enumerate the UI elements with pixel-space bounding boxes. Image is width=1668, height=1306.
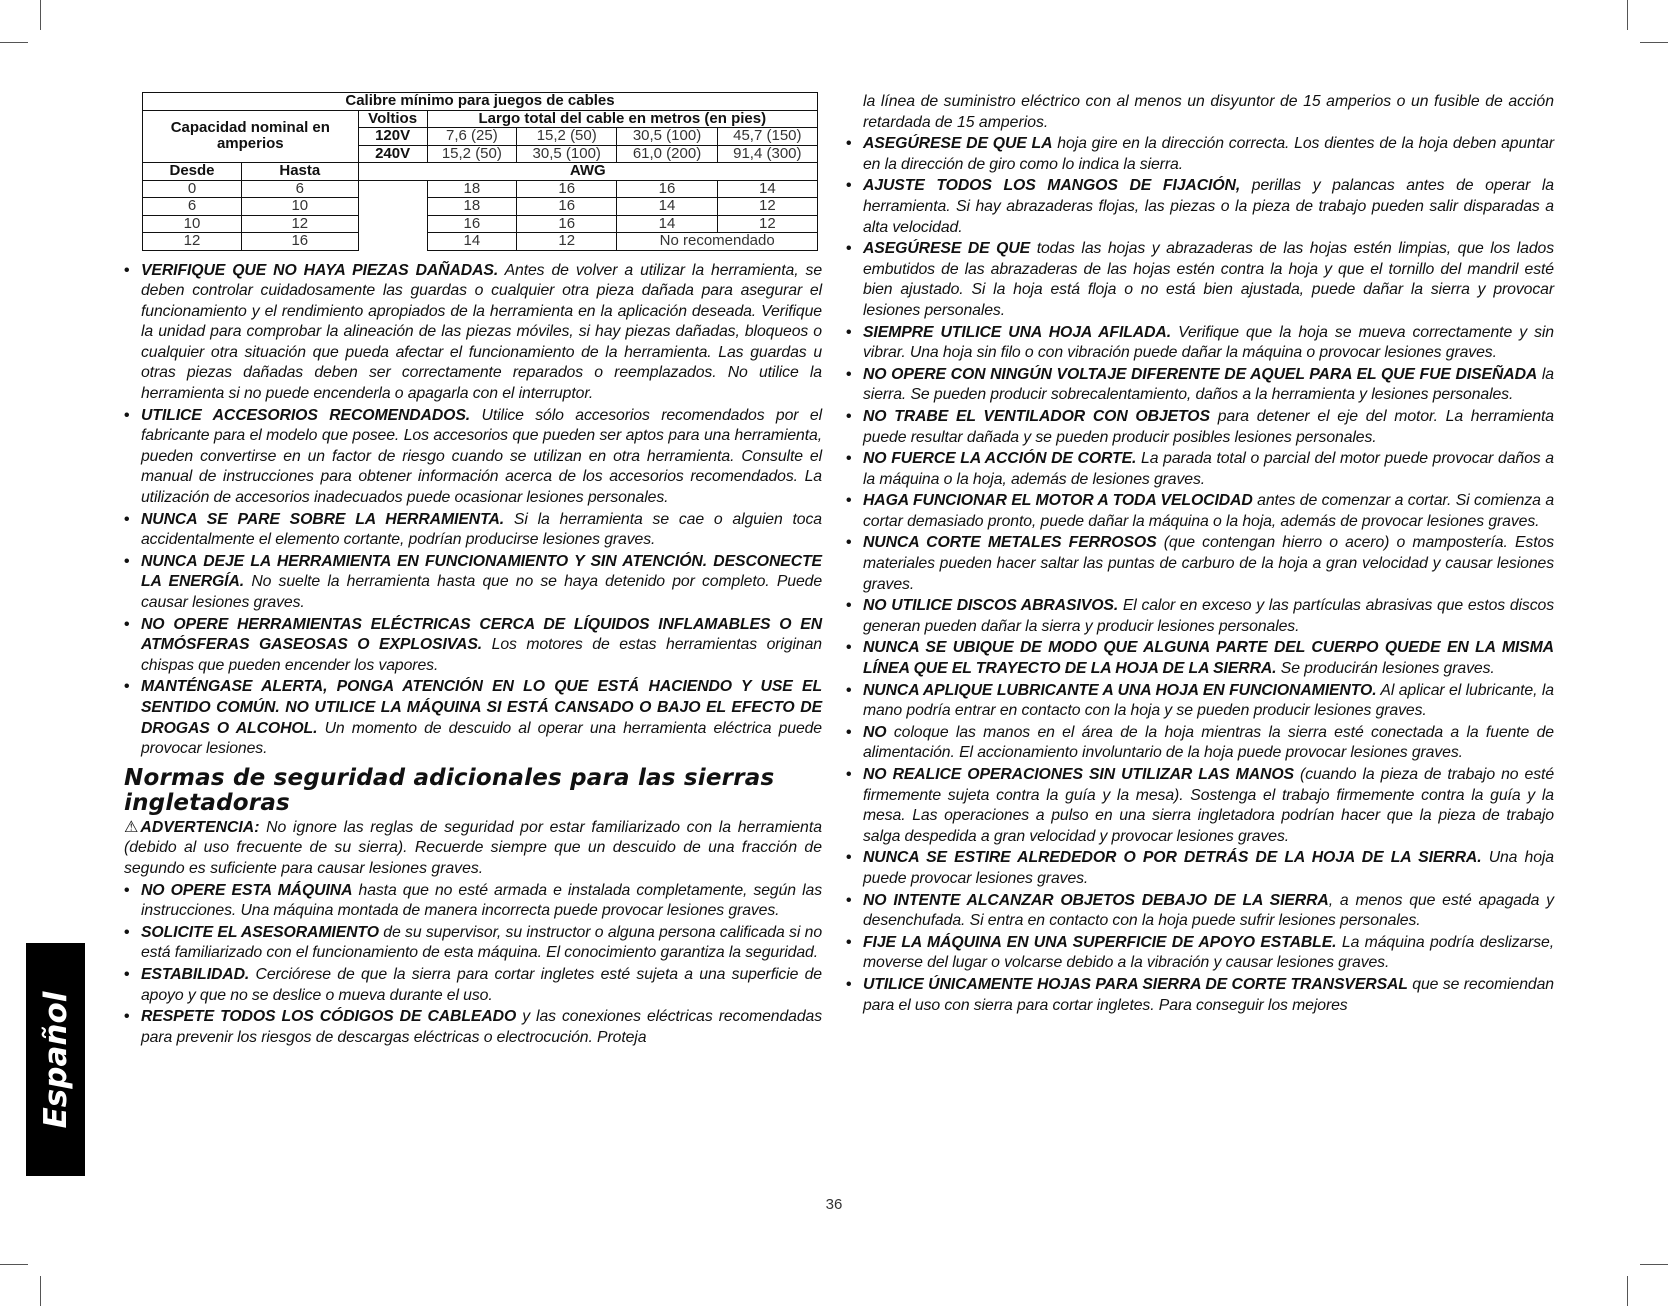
list-item: [846, 365, 1554, 406]
list-item: [124, 923, 822, 964]
item-lead: NO UTILICE DISCOS ABRASIVOS.: [863, 597, 1119, 615]
bullet-icon: •: [124, 510, 130, 528]
item-text: Los motores de estas herramientas originan chispas que pueden encender los vapores.: [141, 636, 822, 674]
list-item: [846, 723, 1554, 764]
item-lead: MANTÉNGASE ALERTA, PONGA ATENCIÓN EN LO QUE ESTÁ HACIENDO Y USE EL SENTIDO COMÚN. NO UTILICE LA MÁQUINA SI ESTÁ CANSADO O BAJO EL EFECTO DE DROGAS O ALCOHOL.: [141, 678, 822, 737]
desde-cell: 10: [143, 215, 242, 233]
crop-mark: [1627, 1276, 1628, 1306]
safety-list-additional: [124, 881, 822, 1049]
item-text: Si la herramienta se cae o alguien toca accidentalmente el elemento cortante, podrían producirse lesiones graves.: [141, 510, 822, 549]
bullet-icon: •: [846, 766, 852, 783]
bullet-icon: •: [124, 965, 130, 983]
item-lead: NO INTENTE ALCANZAR OBJETOS DEBAJO DE LA SIERRA: [863, 891, 1329, 909]
continued-paragraph: la línea de suministro eléctrico con al menos un disyuntor de 15 amperios o un fusible de acción retardada de 15 amperios.: [863, 93, 1554, 131]
bullet-icon: •: [124, 615, 130, 633]
blank-cell: [358, 180, 427, 250]
bullet-icon: •: [124, 678, 130, 696]
awg-cell: 14: [617, 198, 717, 216]
language-side-tab: [26, 943, 85, 1176]
warning-text: No ignore las reglas de seguridad por estar familiarizado con la herramienta (debido al uso frecuente de su sierra). Recuerde siempre que un descuido de una fracción de segundo es suficiente para causar lesiones graves.: [124, 818, 822, 877]
awg-cell: 16: [517, 215, 617, 233]
table-row: [143, 233, 818, 251]
bullet-icon: •: [846, 723, 852, 741]
list-item: [124, 881, 822, 922]
desde-cell: 12: [143, 233, 242, 251]
hasta-header: Hasta: [242, 163, 359, 181]
bullet-icon: •: [846, 891, 852, 909]
item-lead: SIEMPRE UTILICE UNA HOJA AFILADA.: [863, 323, 1172, 341]
list-item: [124, 1007, 822, 1048]
hasta-cell: 10: [242, 198, 359, 216]
list-item: [846, 765, 1554, 847]
bullet-icon: •: [124, 1008, 130, 1026]
awg-cell: 14: [427, 233, 516, 251]
item-lead: UTILICE ÚNICAMENTE HOJAS PARA SIERRA DE CORTE TRANSVERSAL: [863, 975, 1408, 993]
capacity-header: Capacidad nominal en amperios: [143, 110, 359, 163]
item-lead: ASEGÚRESE DE QUE: [863, 240, 1031, 258]
table-row: [143, 215, 818, 233]
list-item: [846, 134, 1554, 175]
item-text: No suelte la herramienta hasta que no se haya detenido por completo. Puede causar lesiones graves.: [141, 573, 823, 611]
item-text: perillas y palancas antes de operar la herramienta. Si hay abrazaderas flojas, las piezas o la pieza de trabajo pueden salir disparadas a alta velocidad.: [863, 177, 1554, 236]
crop-mark: [0, 42, 28, 43]
length-cell: 15,2 (50): [427, 145, 516, 163]
list-item: [846, 975, 1554, 1016]
item-lead: NUNCA SE ESTIRE ALREDEDOR O POR DETRÁS DE LA HOJA DE LA SIERRA.: [863, 849, 1482, 867]
item-text: coloque las manos en el área de la hoja mientras la sierra esté conectada a la fuente de alimentación. El accionamiento involuntario de la hoja puede provocar lesiones graves.: [863, 723, 1554, 762]
bullet-icon: •: [846, 407, 852, 425]
item-lead: VERIFIQUE QUE NO HAYA PIEZAS DAÑADAS.: [141, 261, 499, 279]
voltage-240: 240V: [358, 145, 427, 163]
item-text: El calor en exceso y las partículas abrasivas que estos discos generan pueden dañar la sierra y producir lesiones personales.: [863, 597, 1554, 635]
list-item: [124, 552, 822, 614]
awg-cell: 14: [717, 180, 817, 198]
item-lead: NUNCA APLIQUE LUBRICANTE A UNA HOJA EN FUNCIONAMIENTO.: [863, 681, 1377, 699]
item-lead: UTILICE ACCESORIOS RECOMENDADOS.: [141, 406, 471, 424]
awg-cell: 16: [517, 180, 617, 198]
bullet-icon: •: [846, 639, 852, 657]
awg-cell: 14: [617, 215, 717, 233]
item-lead: NO: [863, 723, 887, 741]
warning-label: ADVERTENCIA:: [140, 818, 260, 836]
item-text: hasta que no esté armada e instalada completamente, según las instrucciones. Una máquina montada de manera incorrecta puede provocar lesiones graves.: [141, 881, 822, 920]
list-item: [846, 176, 1554, 238]
bullet-icon: •: [846, 933, 852, 951]
item-lead: NO FUERCE LA ACCIÓN DE CORTE.: [863, 450, 1137, 468]
bullet-icon: •: [846, 492, 852, 510]
length-cell: 7,6 (25): [427, 128, 516, 146]
awg-cell: 18: [427, 198, 516, 216]
awg-cell: 16: [617, 180, 717, 198]
list-item: [846, 239, 1554, 321]
length-cell: 15,2 (50): [517, 128, 617, 146]
voltios-header: Voltios: [358, 110, 427, 128]
item-lead: NUNCA DEJE LA HERRAMIENTA EN FUNCIONAMIENTO Y SIN ATENCIÓN. DESCONECTE LA ENERGÍA.: [141, 552, 822, 591]
bullet-icon: •: [846, 365, 852, 383]
list-item: [124, 677, 822, 759]
item-text: hoja gire en la dirección correcta. Los dientes de la hoja deben apuntar en la dirección de giro como lo indica la sierra.: [863, 135, 1554, 173]
page-number: 36: [825, 1196, 843, 1213]
table-title: Calibre mínimo para juegos de cables: [143, 93, 818, 111]
item-lead: NUNCA SE UBIQUE DE MODO QUE ALGUNA PARTE DEL CUERPO QUEDE EN LA MISMA LÍNEA QUE EL TRAYECTO DE LA HOJA DE LA SIERRA.: [863, 639, 1554, 678]
warning-icon: ⚠: [124, 818, 141, 836]
bullet-icon: •: [846, 534, 852, 552]
left-column: [124, 92, 822, 1049]
item-lead: NO OPERE HERRAMIENTAS ELÉCTRICAS CERCA DE LÍQUIDOS INFLAMABLES O EN ATMÓSFERAS GASEOSAS O EXPLOSIVAS.: [141, 615, 822, 654]
bullet-icon: •: [846, 240, 852, 258]
item-lead: ESTABILIDAD.: [141, 965, 250, 983]
item-text: Antes de volver a utilizar la herramienta, se deben controlar cuidadosamente las guardas o cualquier otra pieza dañada para asegurar el funcionamiento y el rendimiento apropiados de la herramienta en la aplicación deseada. Verifique la unidad para comprobar la alineación de las piezas móviles, si hay piezas dañadas, bloqueos o cualquier otra situación que pueda afectar el funcionamiento de la herramienta. Las guardas u otras piezas dañadas deben ser correctamente reparados o reemplazados. No utilice la herramienta si no puede encenderla o apagarla con el interruptor.: [141, 261, 822, 403]
crop-mark: [1627, 0, 1628, 30]
bullet-icon: •: [124, 261, 130, 279]
section-heading: Normas de seguridad adicionales para las sierras ingletadoras: [124, 764, 775, 816]
item-lead: NO OPERE ESTA MÁQUINA: [141, 881, 353, 899]
desde-cell: 0: [143, 180, 242, 198]
item-text: (cuando la pieza de trabajo no esté firmemente sujeta contra la guía y la mesa). Sostenga el trabajo firmemente contra la guía y la mesa. Las operaciones a pulso en una sierra ingletadora podrían hacer que la pieza de trabajo salga despedida a gran velocidad y provocar lesiones graves.: [863, 766, 1554, 845]
safety-list: [124, 261, 822, 760]
bullet-icon: •: [124, 923, 130, 941]
item-text: La parada total o parcial del motor puede provocar daños a la máquina o la hoja, además de lesiones graves.: [863, 450, 1554, 488]
bullet-icon: •: [846, 597, 852, 615]
item-text: para detener el eje del motor. La herramienta puede resultar dañada y se pueden producir posibles lesiones personales.: [863, 407, 1554, 446]
bullet-icon: •: [124, 881, 130, 899]
item-lead: NUNCA CORTE METALES FERROSOS: [863, 534, 1157, 552]
item-text: Verifique que la hoja se mueva correctamente y sin vibrar. Una hoja sin filo o con vibración puede dañar la máquina o provocar lesiones graves.: [863, 323, 1554, 362]
item-text: La máquina podría deslizarse, moverse del lugar o volcarse debido a la vibración y causar lesiones graves.: [863, 933, 1554, 972]
list-item: [124, 615, 822, 677]
list-item: [846, 596, 1554, 637]
hasta-cell: 16: [242, 233, 359, 251]
item-text: Cerciórese de que la sierra para cortar ingletes esté sujeta a una superficie de apoyo y que no se deslice o mueva durante el uso.: [141, 965, 822, 1004]
warning-paragraph: [124, 818, 822, 880]
length-cell: 30,5 (100): [617, 128, 717, 146]
item-text: y las conexiones eléctricas recomendadas para prevenir los riesgos de descargas eléctricas o electrocución. Proteja: [141, 1008, 823, 1046]
awg-header: AWG: [358, 163, 817, 181]
bullet-icon: •: [846, 975, 852, 993]
item-text: de su supervisor, su instructor o alguna persona calificada si no está familiarizado con el funcionamiento de esta máquina. El conocimiento garantiza la seguridad.: [141, 923, 823, 962]
length-cell: 91,4 (300): [717, 145, 817, 163]
crop-mark: [40, 0, 41, 30]
item-text: Un momento de descuido al operar una herramienta eléctrica puede provocar lesiones.: [141, 719, 822, 758]
item-text: todas las hojas y abrazaderas de las hojas estén limpias, que los lados embutidos de las abrazaderas de las hojas estén contra la hoja y que el tornillo del mandril esté bien ajustado. Si la hoja está floja o no está bien ajustada, puede dañar la sierra y provocar lesiones personales.: [863, 240, 1554, 319]
item-lead: RESPETE TODOS LOS CÓDIGOS DE CABLEADO: [141, 1008, 517, 1026]
awg-cell: 12: [717, 215, 817, 233]
list-item: [124, 261, 822, 405]
item-lead: FIJE LA MÁQUINA EN UNA SUPERFICIE DE APOYO ESTABLE.: [863, 933, 1337, 951]
desde-cell: 6: [143, 198, 242, 216]
awg-cell: 18: [427, 180, 516, 198]
crop-mark: [0, 1264, 28, 1265]
awg-cell: 16: [427, 215, 516, 233]
item-text: (que contengan hierro o acero) o mampostería. Estos materiales pueden hacer saltar las puntas de carburo de la hoja a gran velocidad y causar lesiones graves.: [863, 534, 1554, 593]
awg-cell: 12: [717, 198, 817, 216]
list-item: [846, 533, 1554, 595]
length-cell: 45,7 (150): [717, 128, 817, 146]
list-item: [846, 681, 1554, 722]
item-text: antes de comenzar a cortar. Si comienza a cortar demasiado pronto, puede dañar la máquina o la hoja, además de provocar lesiones graves.: [863, 492, 1554, 530]
list-item: [846, 638, 1554, 679]
table-row: [143, 180, 818, 198]
length-cell: 30,5 (100): [517, 145, 617, 163]
list-item: [124, 406, 822, 509]
list-item: [846, 323, 1554, 364]
bullet-icon: •: [846, 681, 852, 699]
cable-gauge-table: [142, 92, 818, 251]
item-lead: NUNCA SE PARE SOBRE LA HERRAMIENTA.: [141, 510, 505, 528]
item-lead: NO OPERE CON NINGÚN VOLTAJE DIFERENTE DE AQUEL PARA EL QUE FUE DISEÑADA: [863, 365, 1538, 383]
bullet-icon: •: [846, 135, 852, 153]
length-header: Largo total del cable en metros (en pies): [427, 110, 817, 128]
item-lead: NO REALICE OPERACIONES SIN UTILIZAR LAS MANOS: [863, 766, 1294, 783]
list-item: [846, 933, 1554, 974]
item-lead: SOLICITE EL ASESORAMIENTO: [141, 923, 379, 941]
list-item: [846, 891, 1554, 932]
list-item: [846, 848, 1554, 889]
list-item: [846, 449, 1554, 490]
item-text: , a menos que esté apagada y desenchufada. Si entra en contacto con la hoja puede sufrir lesiones personales.: [863, 891, 1554, 930]
crop-mark: [1640, 42, 1668, 43]
hasta-cell: 6: [242, 180, 359, 198]
item-text: Al aplicar el lubricante, la mano podría entrar en contacto con la hoja y se pueden producir lesiones graves.: [863, 681, 1554, 720]
voltage-120: 120V: [358, 128, 427, 146]
awg-cell: 16: [517, 198, 617, 216]
bullet-icon: •: [846, 849, 852, 867]
item-lead: NO TRABE EL VENTILADOR CON OBJETOS: [863, 407, 1210, 425]
length-cell: 61,0 (200): [617, 145, 717, 163]
bullet-icon: •: [846, 323, 852, 341]
item-text: Una hoja puede provocar lesiones graves.: [863, 849, 1554, 887]
item-text: que se recomiendan para el uso con sierra para cortar ingletes. Para conseguir los mejores: [863, 975, 1554, 1014]
crop-mark: [1640, 1264, 1668, 1265]
item-lead: ASEGÚRESE DE QUE LA: [863, 135, 1053, 153]
crop-mark: [40, 1276, 41, 1306]
desde-header: Desde: [143, 163, 242, 181]
safety-list-right: [846, 134, 1554, 1016]
bullet-icon: •: [124, 406, 130, 424]
bullet-icon: •: [124, 552, 130, 570]
bullet-icon: •: [846, 177, 852, 195]
right-column: [846, 92, 1554, 1017]
item-lead: AJUSTE TODOS LOS MANGOS DE FIJACIÓN,: [863, 177, 1241, 195]
table-row: [143, 198, 818, 216]
list-item: [124, 965, 822, 1006]
list-item: [846, 491, 1554, 532]
item-text: Se producirán lesiones graves.: [1276, 660, 1495, 678]
language-label: Español: [37, 991, 74, 1128]
bullet-icon: •: [846, 450, 852, 468]
item-lead: HAGA FUNCIONAR EL MOTOR A TODA VELOCIDAD: [863, 492, 1253, 510]
list-item: [124, 510, 822, 551]
item-text: la sierra. Se pueden producir sobrecalentamiento, daños a la herramienta y lesiones personales.: [863, 365, 1554, 404]
hasta-cell: 12: [242, 215, 359, 233]
not-recommended-cell: No recomendado: [617, 233, 818, 251]
list-item: [846, 407, 1554, 448]
item-text: Utilice sólo accesorios recomendados por el fabricante para el modelo que posee. Los accesorios que pueden ser aptos para una herramienta, pueden convertirse en un factor de riesgo cuando se utilizan en otra herramienta. Consulte el manual de instrucciones para obtener información acerca de los accesorios recomendados. La utilización de accesorios inadecuados puede ocasionar lesiones personales.: [141, 406, 822, 507]
awg-cell: 12: [517, 233, 617, 251]
